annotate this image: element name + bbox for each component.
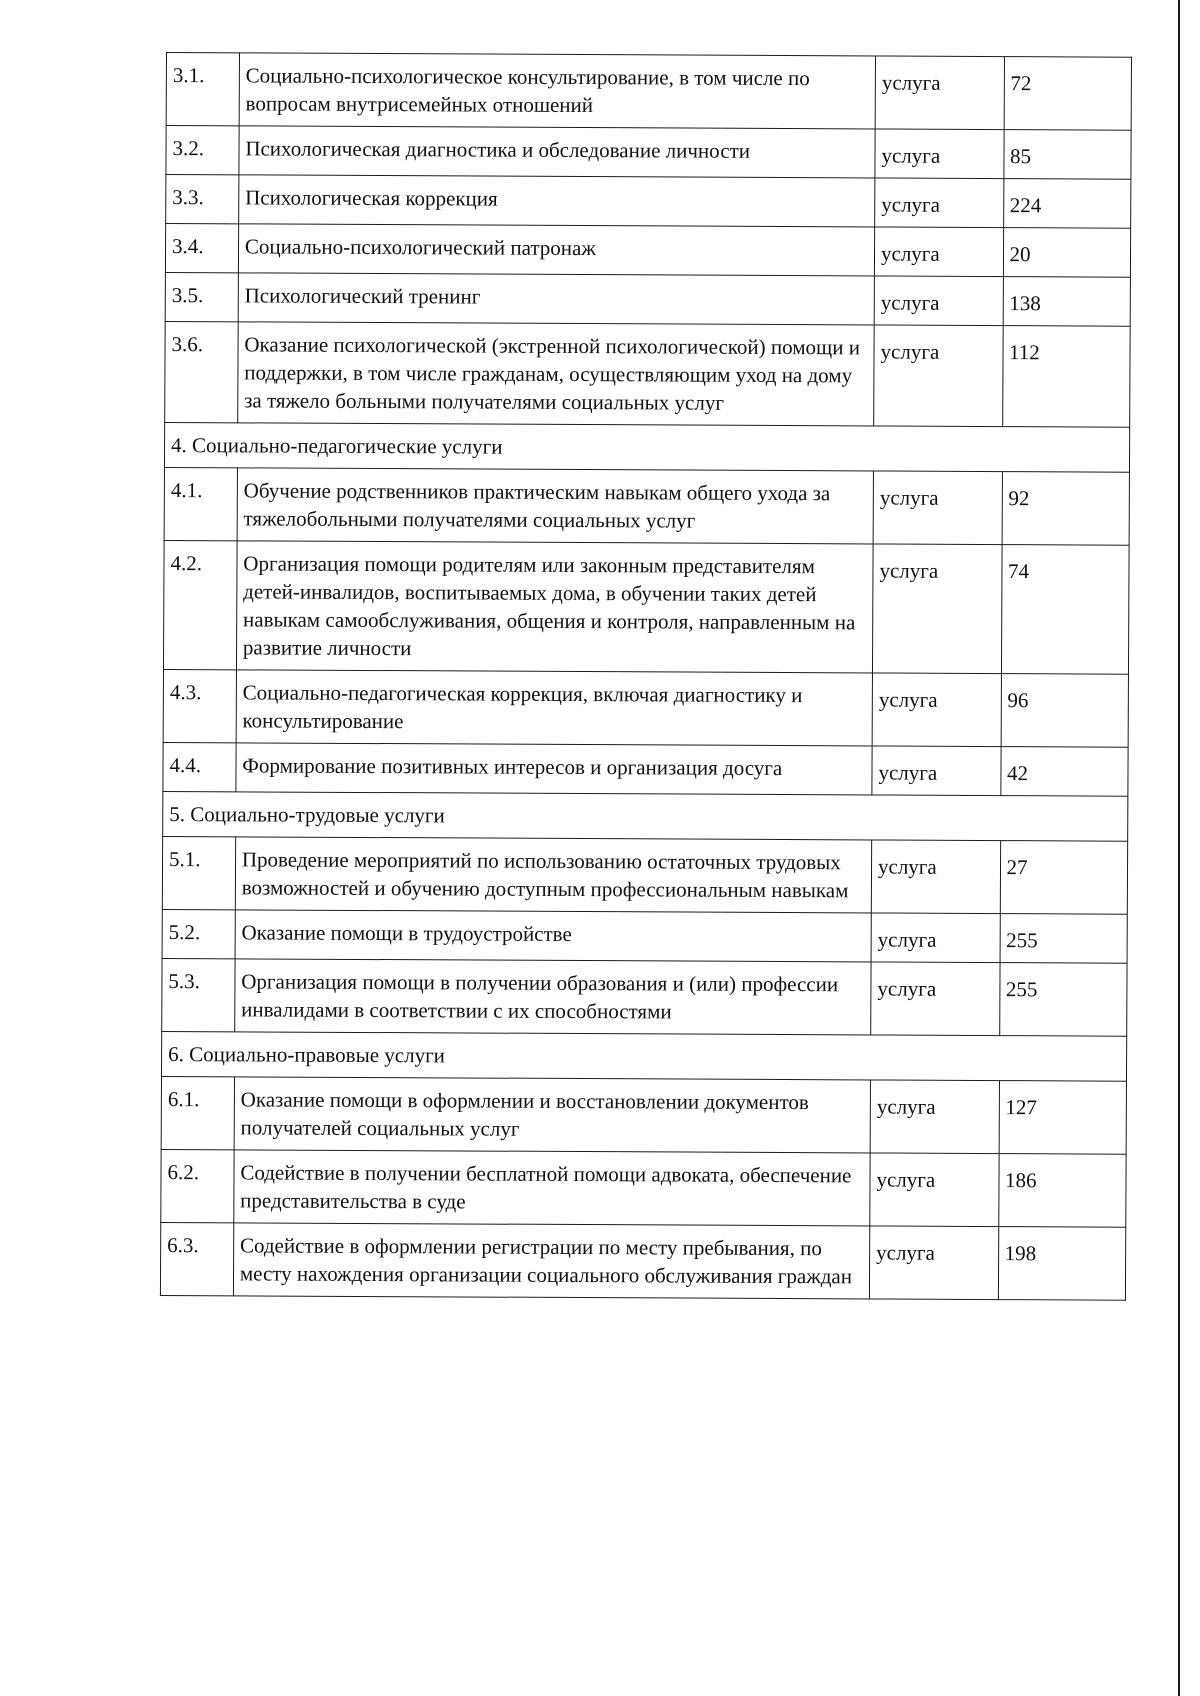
service-name: Социально-психологический патронаж: [238, 224, 874, 276]
service-quantity: 74: [1001, 545, 1129, 675]
row-number: 3.5.: [165, 272, 238, 321]
row-number: 3.3.: [166, 175, 239, 224]
unit-of-measure: услуга: [869, 1226, 998, 1300]
row-number: 4.1.: [164, 467, 237, 540]
row-number: 6.2.: [161, 1149, 234, 1222]
unit-of-measure: услуга: [874, 276, 1003, 326]
row-number: 3.6.: [165, 321, 238, 422]
table-row: [166, 53, 1131, 131]
table-row: [162, 958, 1127, 1036]
service-quantity: 72: [1004, 57, 1132, 131]
unit-of-measure: услуга: [870, 1153, 999, 1227]
table-row: [163, 742, 1128, 796]
table-row: [162, 836, 1127, 914]
service-name: Социально-психологическое консультирование, в том числе по вопросам внутрисемейных отношений: [239, 53, 876, 129]
table-row: [164, 467, 1129, 545]
service-quantity: 224: [1003, 179, 1131, 229]
row-number: 5.1.: [162, 836, 235, 909]
service-name: Проведение мероприятий по использованию остаточных трудовых возможностей и обучению доступным профессиональным навыкам: [235, 837, 872, 913]
service-quantity: 198: [998, 1227, 1126, 1301]
unit-of-measure: услуга: [872, 746, 1001, 796]
service-name: Организация помощи родителям или законным представителям детей-инвалидов, воспитываемых дома, в обучении таких детей навыкам самообслуживания, общения и контроля, направленным на развитие личности: [236, 541, 873, 673]
table-row: [165, 321, 1130, 427]
unit-of-measure: услуга: [874, 325, 1003, 427]
section-title: 4. Социально-педагогические услуги: [164, 422, 1129, 472]
row-number: 5.3.: [162, 958, 235, 1031]
table-row: [160, 1222, 1125, 1300]
service-quantity: 20: [1003, 228, 1131, 278]
service-quantity: 27: [1000, 841, 1128, 915]
section-title: 6. Социально-правовые услуги: [161, 1031, 1126, 1081]
unit-of-measure: услуга: [871, 840, 1000, 914]
unit-of-measure: услуга: [873, 471, 1002, 545]
table-row: [161, 1076, 1126, 1154]
scan-edge-line: [1178, 0, 1180, 1696]
service-name: Оказание помощи в оформлении и восстановлении документов получателей социальных услуг: [234, 1077, 871, 1153]
section-header-row: [163, 791, 1128, 841]
table-row: [166, 126, 1131, 180]
section-header-row: [161, 1031, 1126, 1081]
service-quantity: 127: [999, 1081, 1127, 1155]
service-quantity: 255: [1000, 914, 1128, 964]
service-name: Обучение родственников практическим навыкам общего ухода за тяжелобольными получателями социальных услуг: [237, 468, 874, 544]
unit-of-measure: услуга: [875, 129, 1004, 179]
service-quantity: 255: [999, 963, 1127, 1037]
service-name: Содействие в получении бесплатной помощи адвоката, обеспечение представительства в суде: [234, 1150, 871, 1226]
table-row: [162, 909, 1127, 963]
row-number: 3.2.: [166, 126, 239, 175]
service-name: Социально-педагогическая коррекция, включая диагностику и консультирование: [236, 670, 873, 746]
unit-of-measure: услуга: [874, 227, 1003, 277]
unit-of-measure: услуга: [870, 1080, 999, 1154]
row-number: 6.3.: [160, 1222, 233, 1295]
services-table-body: [160, 53, 1131, 1301]
services-table: [160, 52, 1132, 1301]
table-row: [163, 669, 1128, 747]
section-title: 5. Социально-трудовые услуги: [163, 791, 1128, 841]
service-quantity: 92: [1002, 472, 1130, 546]
row-number: 4.2.: [163, 540, 236, 669]
service-name: Психологическая коррекция: [238, 175, 874, 227]
row-number: 3.4.: [165, 224, 238, 273]
table-row: [163, 540, 1129, 674]
table-row: [166, 175, 1131, 229]
service-name: Организация помощи в получении образования и (или) профессии инвалидами в соответствии с их способностями: [235, 959, 872, 1035]
table-row: [161, 1149, 1126, 1227]
table-row: [165, 272, 1130, 326]
row-number: 4.3.: [163, 669, 236, 742]
table-row: [165, 224, 1130, 278]
service-quantity: 42: [1000, 747, 1128, 797]
unit-of-measure: услуга: [871, 913, 1000, 963]
service-name: Содействие в оформлении регистрации по месту пребывания, по месту нахождения организации социального обслуживания граждан: [233, 1223, 870, 1299]
service-name: Оказание помощи в трудоустройстве: [235, 910, 871, 962]
service-name: Формирование позитивных интересов и организация досуга: [236, 743, 872, 795]
unit-of-measure: услуга: [875, 178, 1004, 228]
service-name: Психологическая диагностика и обследование личности: [239, 126, 875, 178]
service-quantity: 96: [1001, 674, 1129, 748]
row-number: 5.2.: [162, 909, 235, 958]
service-quantity: 138: [1003, 277, 1131, 327]
unit-of-measure: услуга: [872, 544, 1001, 674]
service-quantity: 85: [1003, 130, 1131, 180]
row-number: 4.4.: [163, 742, 236, 791]
service-quantity: 186: [998, 1154, 1126, 1228]
section-header-row: [164, 422, 1129, 472]
service-name: Оказание психологической (экстренной психологической) помощи и поддержки, в том числе гражданам, осуществляющим уход на дому за тяжело больными получателями социальных услуг: [238, 322, 875, 426]
unit-of-measure: услуга: [872, 673, 1001, 747]
unit-of-measure: услуга: [875, 56, 1004, 130]
unit-of-measure: услуга: [871, 962, 1000, 1036]
row-number: 6.1.: [161, 1076, 234, 1149]
row-number: 3.1.: [166, 53, 239, 126]
service-name: Психологический тренинг: [238, 273, 874, 325]
service-quantity: 112: [1002, 326, 1130, 428]
